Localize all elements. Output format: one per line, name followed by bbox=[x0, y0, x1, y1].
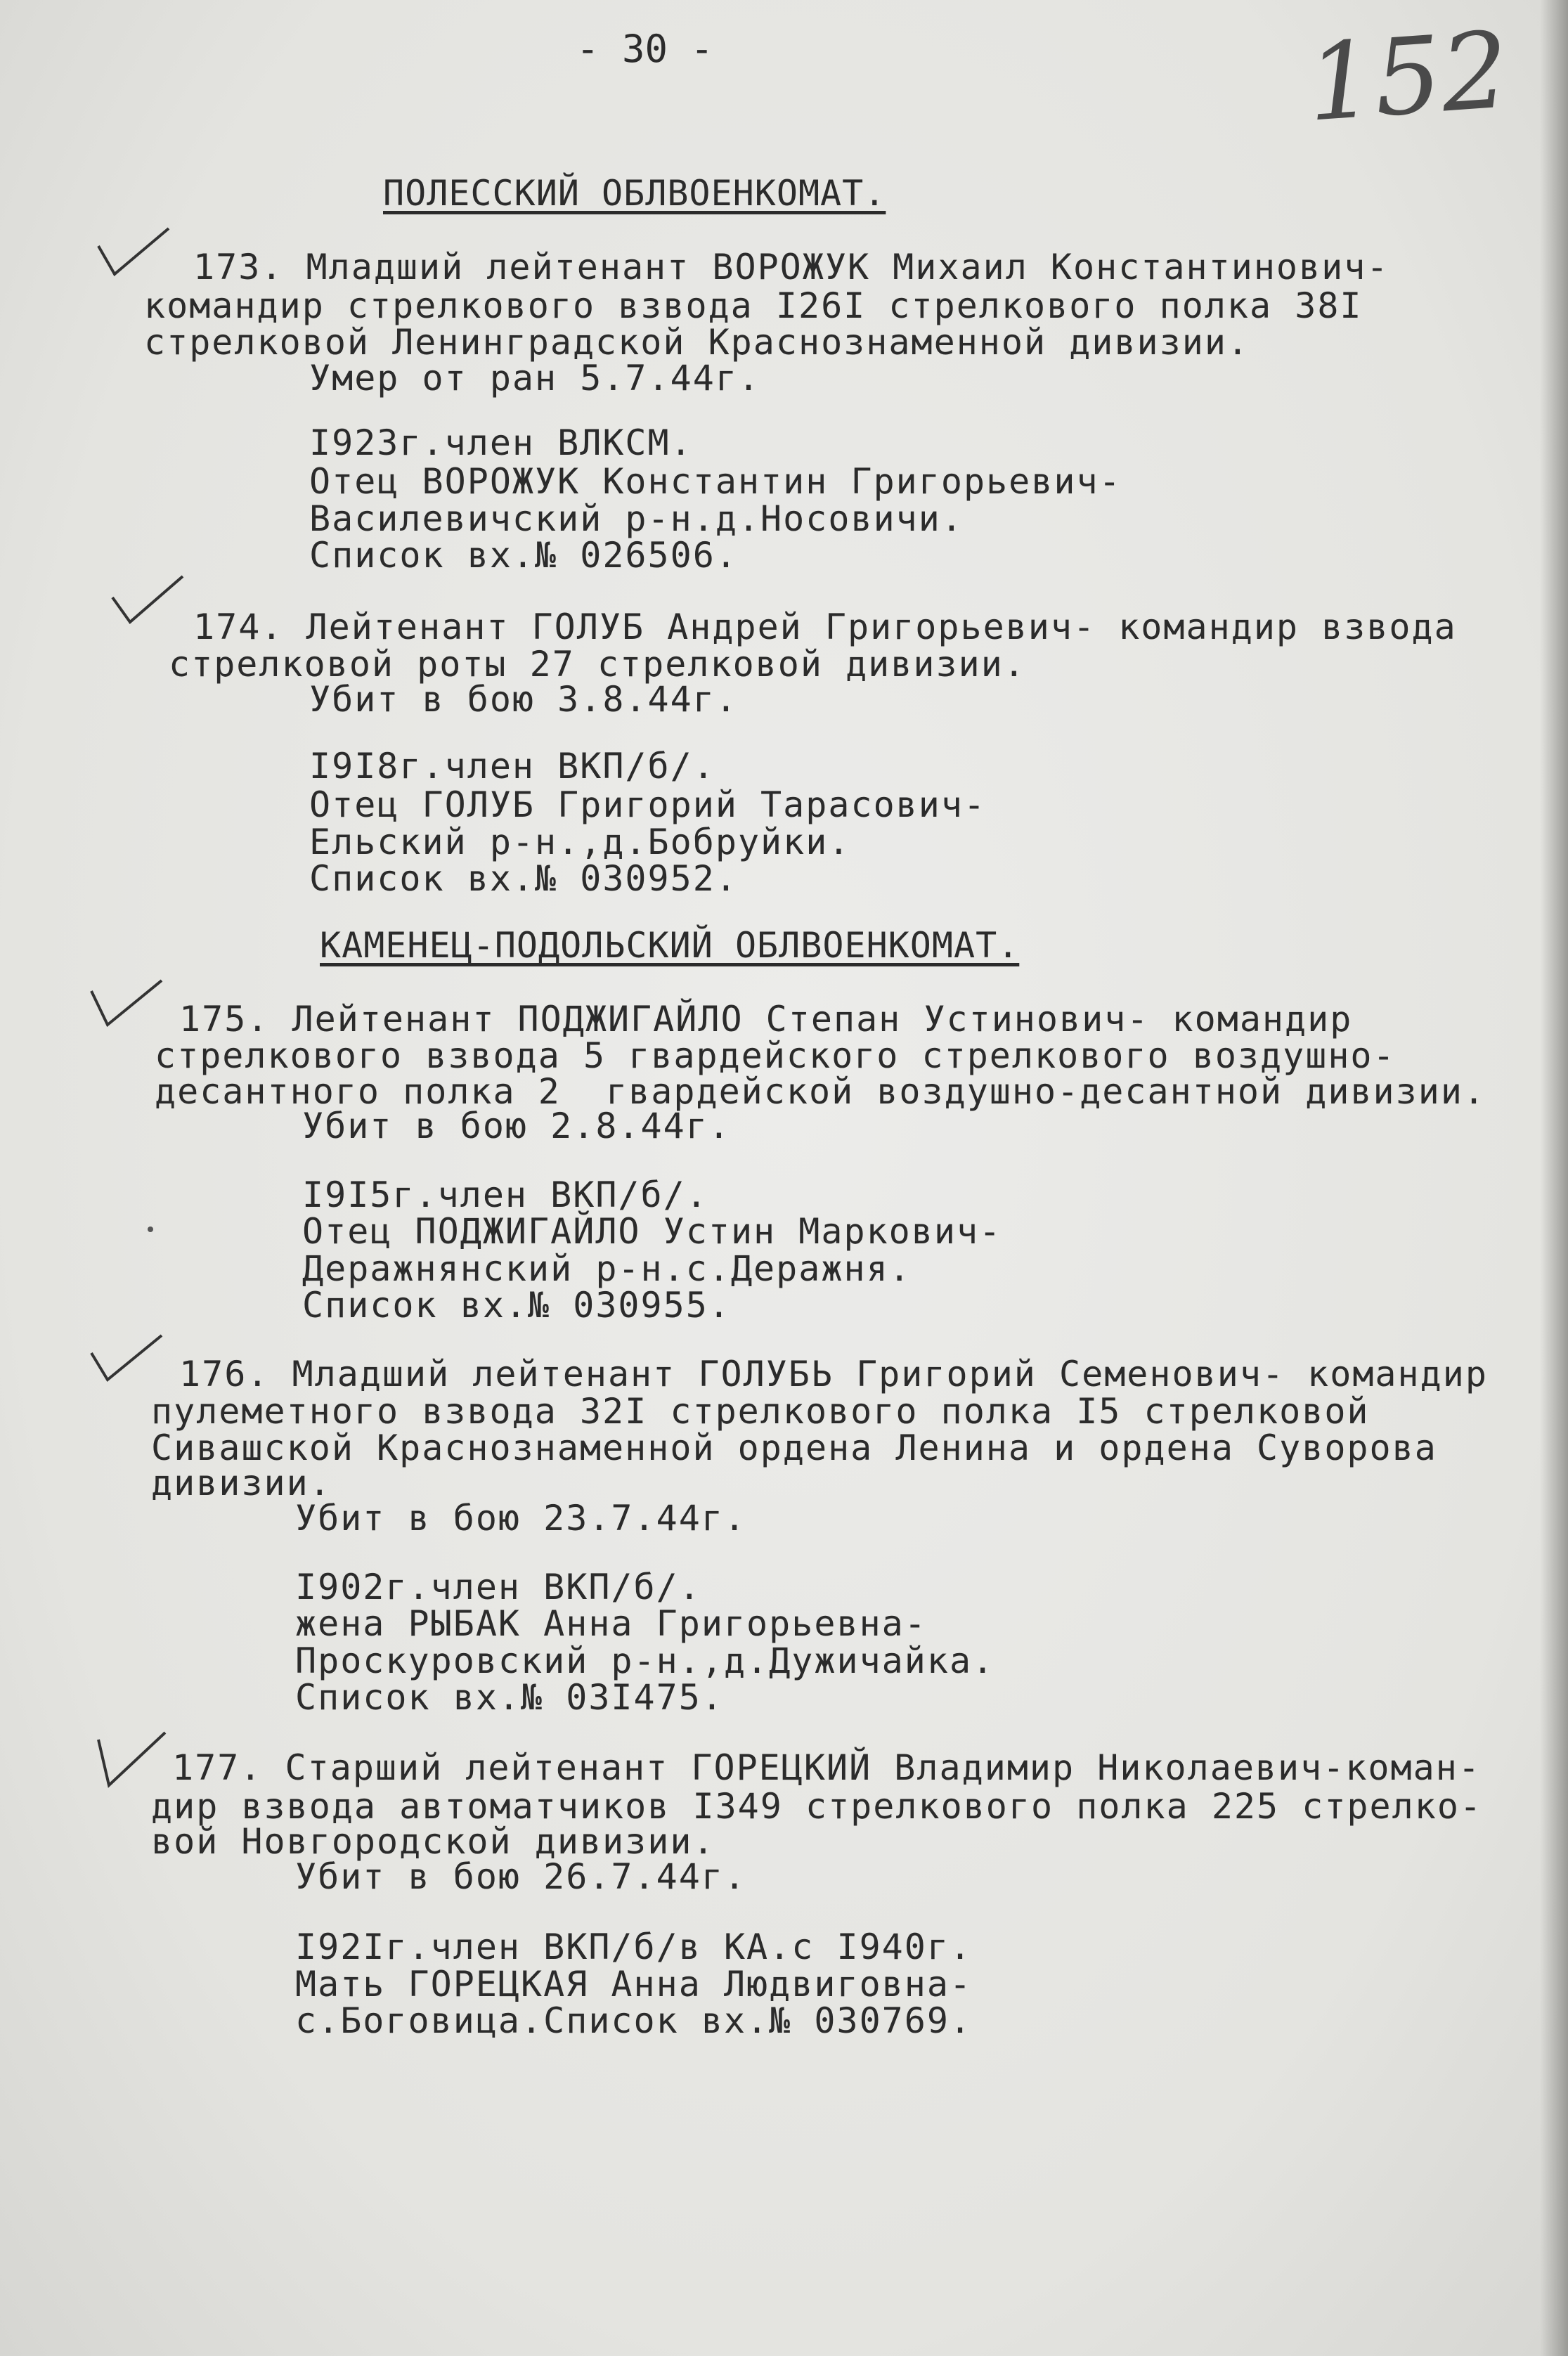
entry-177-relative: Мать ГОРЕЦКАЯ Анна Людвиговна- bbox=[295, 1964, 973, 2005]
entry-174-list-ref: Список вх.№ 030952. bbox=[309, 858, 738, 899]
ink-dot bbox=[148, 1226, 153, 1232]
entry-174-membership: I9I8г.член ВКП/б/. bbox=[309, 746, 715, 787]
entry-173-address: Василевичский р-н.д.Носовичи. bbox=[309, 498, 964, 539]
entry-176-line-4: дивизии. bbox=[151, 1463, 332, 1503]
entry-174-status: Убит в бою 3.8.44г. bbox=[309, 679, 738, 720]
section-heading-kamenets-podolsky: КАМЕНЕЦ-ПОДОЛЬСКИЙ ОБЛВОЕНКОМАТ. bbox=[320, 925, 1020, 966]
entry-177-line-1: 177. Старший лейтенант ГОРЕЦКИЙ Владимир Николаевич-коман- bbox=[172, 1747, 1481, 1788]
check-mark-icon bbox=[88, 1332, 165, 1388]
entry-177-membership: I92Iг.член ВКП/б/в КА.с I940г. bbox=[295, 1927, 973, 1967]
section-heading-polesie: ПОЛЕССКИЙ ОБЛВОЕНКОМАТ. bbox=[383, 173, 886, 214]
entry-175-line-3: десантного полка 2 гвардейской воздушно-десантной дивизии. bbox=[155, 1071, 1486, 1112]
entry-176-list-ref: Список вх.№ 03I475. bbox=[295, 1677, 724, 1718]
archive-number-handwritten: 152 bbox=[1303, 9, 1513, 145]
entry-175-relative: Отец ПОДЖИГАЙЛО Устин Маркович- bbox=[302, 1211, 1002, 1252]
entry-174-line-1: 174. Лейтенант ГОЛУБ Андрей Григорьевич- командир взвода bbox=[193, 607, 1457, 647]
entry-175-address: Деражнянский р-н.с.Деражня. bbox=[302, 1248, 912, 1289]
entry-173-line-3: стрелковой Ленинградской Краснознаменной дивизии. bbox=[144, 322, 1250, 363]
entry-176-membership: I902г.член ВКП/б/. bbox=[295, 1567, 701, 1607]
entry-174-relative: Отец ГОЛУБ Григорий Тарасович- bbox=[309, 784, 987, 825]
entry-176-line-2: пулеметного взвода 32I стрелкового полка I5 стрелковой bbox=[151, 1391, 1370, 1432]
entry-176-line-3: Сивашской Краснознаменной ордена Ленина и ордена Суворова bbox=[151, 1428, 1437, 1468]
entry-176-line-1: 176. Младший лейтенант ГОЛУБЬ Григорий Семенович- командир bbox=[179, 1354, 1488, 1394]
entry-173-list-ref: Список вх.№ 026506. bbox=[309, 535, 738, 576]
entry-173-membership: I923г.член ВЛКСМ. bbox=[309, 422, 693, 463]
entry-173-line-1: 173. Младший лейтенант ВОРОЖУК Михаил Константинович- bbox=[193, 247, 1389, 287]
check-mark-icon bbox=[95, 225, 172, 281]
entry-177-line-2: дир взвода автоматчиков I349 стрелкового полка 225 стрелко- bbox=[151, 1786, 1483, 1827]
entry-176-relative: жена РЫБАК Анна Григорьевна- bbox=[295, 1603, 927, 1644]
entry-174-line-2: стрелковой роты 27 стрелковой дивизии. bbox=[169, 644, 1026, 685]
entry-173-relative: Отец ВОРОЖУК Константин Григорьевич- bbox=[309, 461, 1122, 502]
check-mark-icon bbox=[109, 573, 186, 629]
page-edge-shadow bbox=[1540, 0, 1568, 2356]
entry-176-status: Убит в бою 23.7.44г. bbox=[295, 1498, 747, 1539]
entry-176-address: Проскуровский р-н.,д.Дужичайка. bbox=[295, 1640, 995, 1681]
entry-175-status: Убит в бою 2.8.44г. bbox=[302, 1106, 731, 1146]
entry-177-address-list-ref: с.Боговица.Список вх.№ 030769. bbox=[295, 2000, 973, 2041]
entry-175-line-2: стрелкового взвода 5 гвардейского стрелкового воздушно- bbox=[155, 1035, 1396, 1076]
entry-173-line-2: командир стрелкового взвода I26I стрелкового полка 38I bbox=[144, 285, 1363, 326]
entry-174-address: Ельский р-н.,д.Бобруйки. bbox=[309, 822, 851, 862]
entry-177-status: Убит в бою 26.7.44г. bbox=[295, 1856, 747, 1897]
page-number: - 30 - bbox=[576, 27, 714, 71]
check-mark-icon bbox=[88, 977, 165, 1033]
entry-175-list-ref: Список вх.№ 030955. bbox=[302, 1285, 731, 1326]
entry-175-line-1: 175. Лейтенант ПОДЖИГАЙЛО Степан Устинович- командир bbox=[179, 999, 1353, 1040]
entry-173-status: Умер от ран 5.7.44г. bbox=[309, 358, 761, 399]
entry-177-line-3: вой Новгородской дивизии. bbox=[151, 1821, 715, 1862]
entry-175-membership: I9I5г.член ВКП/б/. bbox=[302, 1174, 708, 1215]
check-mark-icon bbox=[91, 1729, 169, 1792]
